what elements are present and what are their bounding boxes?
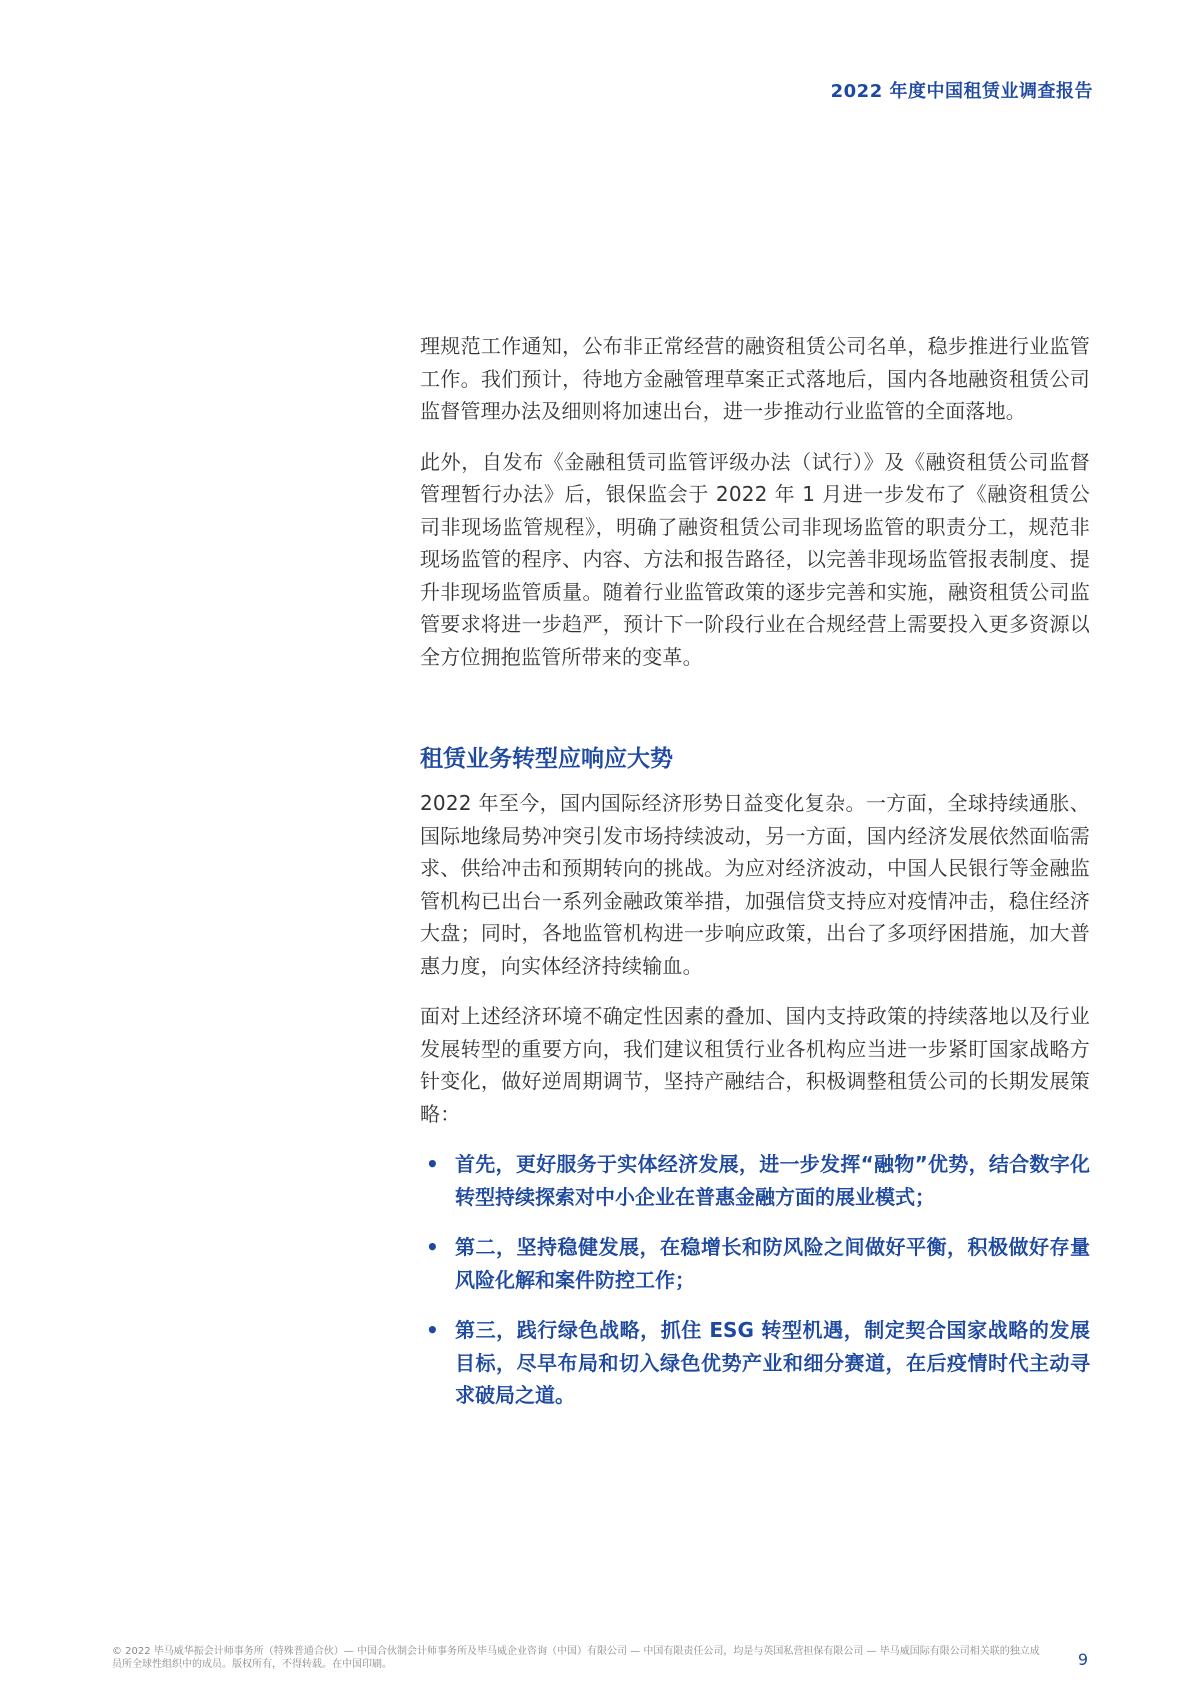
recommendation-item-1 (420, 1148, 1090, 1213)
recommendation-list (420, 1148, 1090, 1412)
bullet-dot-icon: • (426, 1318, 439, 1342)
recommendation-text: 第二，坚持稳健发展，在稳增长和防风险之间做好平衡，积极做好存量风险化解和案件防控工作； (455, 1235, 1090, 1292)
recommendation-item-2 (420, 1231, 1090, 1296)
bullet-dot-icon: • (426, 1152, 439, 1176)
bullet-dot-icon: • (426, 1235, 439, 1259)
main-content (420, 330, 1090, 1430)
page-number: 9 (1077, 1650, 1088, 1669)
report-title: 2022 年度中国租赁业调查报告 (830, 81, 1093, 102)
body-paragraph-2: 此外，自发布《金融租赁司监管评级办法（试行）》及《融资租赁公司监督管理暂行办法》后，银保监会于 2022 年 1 月进一步发布了《融资租赁公司非现场监管规程》，明确了融资租赁公司非现场监管的职责分工，规范非现场监管的程序、内容、方法和报告路径，以完善非现场监管报表制度、提升非现场监管质量。随着行业监管政策的逐步完善和实施，融资租赁公司监管要求将进一步趋严，预计下一阶段行业在合规经营上需要投入更多资源以全方位拥抱监管所带来的变革。 (420, 449, 1090, 669)
recommendation-text: 第三，践行绿色战略，抓住 ESG 转型机遇，制定契合国家战略的发展目标，尽早布局和切入绿色优势产业和细分赛道，在后疫情时代主动寻求破局之道。 (455, 1318, 1090, 1407)
recommendation-item-3 (420, 1314, 1090, 1412)
footer-legal-notice: © 2022 毕马威华振会计师事务所（特殊普通合伙）— 中国合伙制会计师事务所及毕马威企业咨询（中国）有限公司 — 中国有限责任公司，均是与英国私营担保有限公司 — 毕马威国际有限公司相关联的独立成员所全球性组织中的成员。版权所有，不得转载。在中国印刷。 (112, 1646, 1040, 1670)
recommendation-text: 首先，更好服务于实体经济发展，进一步发挥“融物”优势，结合数字化转型持续探索对中小企业在普惠金融方面的展业模式； (455, 1152, 1090, 1209)
section-heading: 租赁业务转型应响应大势 (420, 746, 673, 772)
body-paragraph-4: 面对上述经济环境不确定性因素的叠加、国内支持政策的持续落地以及行业发展转型的重要方向，我们建议租赁行业各机构应当进一步紧盯国家战略方针变化，做好逆周期调节，坚持产融结合，积极调整租赁公司的长期发展策略： (420, 1004, 1090, 1126)
body-paragraph-3: 2022 年至今，国内国际经济形势日益变化复杂。一方面，全球持续通胀、国际地缘局势冲突引发市场持续波动，另一方面，国内经济发展依然面临需求、供给冲击和预期转向的挑战。为应对经济波动，中国人民银行等金融监管机构已出台一系列金融政策举措，加强信贷支持应对疫情冲击，稳住经济大盘；同时，各地监管机构进一步响应政策，出台了多项纾困措施，加大普惠力度，向实体经济持续输血。 (420, 791, 1090, 978)
body-paragraph-1: 理规范工作通知，公布非正常经营的融资租赁公司名单，稳步推进行业监管工作。我们预计，待地方金融管理草案正式落地后，国内各地融资租赁公司监督管理办法及细则将加速出台，进一步推动行业监管的全面落地。 (420, 334, 1090, 423)
